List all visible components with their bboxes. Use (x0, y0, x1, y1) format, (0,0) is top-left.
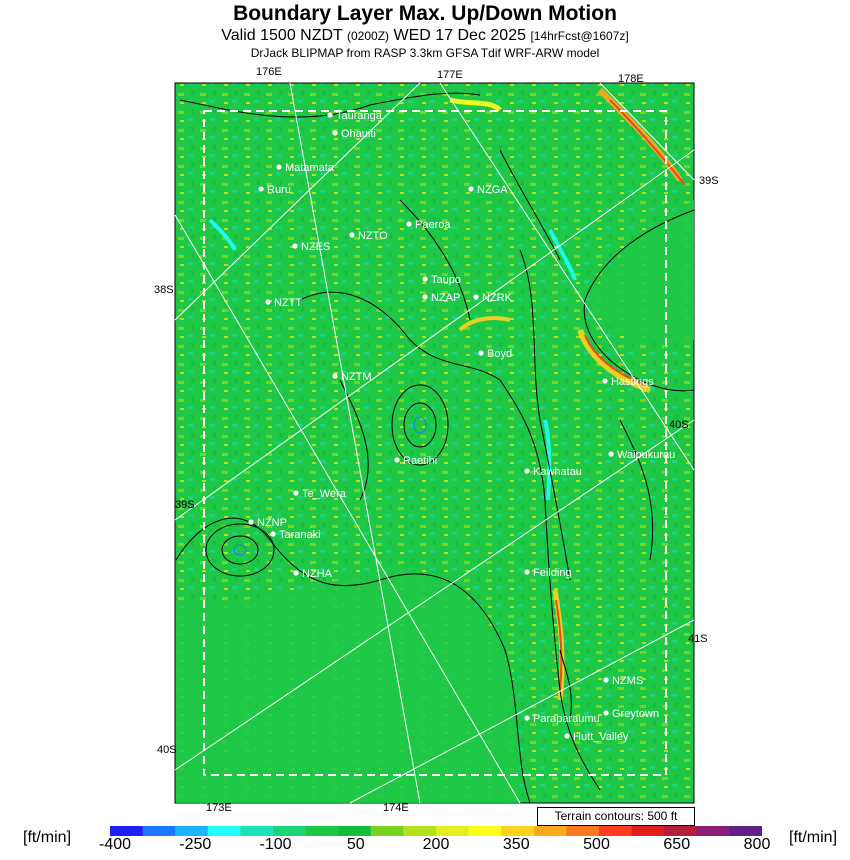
colorbar-swatch (632, 826, 665, 836)
valid-time: Valid 1500 NZDT (221, 27, 343, 44)
place-marker (422, 294, 427, 299)
colorbar-swatch (208, 826, 241, 836)
place-marker (332, 130, 337, 135)
place-label: Taupo (431, 274, 461, 286)
place-label: Hutt_Valley (573, 731, 629, 743)
place-marker (406, 221, 411, 226)
place-label: Taranaki (279, 529, 321, 541)
place-label: Matamata (285, 162, 334, 174)
place-marker (293, 490, 298, 495)
place-marker (473, 294, 478, 299)
place-label: NZHA (302, 568, 332, 580)
lon-label-178e: 178E (618, 73, 644, 85)
place-marker (258, 186, 263, 191)
legend-unit-left: [ft/min] (23, 829, 72, 846)
place-marker (276, 164, 281, 169)
place-label: Ohauiti (341, 128, 376, 140)
place-label: Waipukurau (617, 449, 676, 461)
colorbar-swatch (273, 826, 306, 836)
place-label: Paraparaumu (533, 713, 600, 725)
colorbar-swatch (436, 826, 469, 836)
lat-label-39s-right: 39S (699, 175, 719, 187)
place-label: Raetihi (403, 455, 438, 467)
place-label: Greytown (612, 708, 660, 720)
place-marker (327, 112, 332, 117)
place-marker (602, 378, 607, 383)
colorbar-swatch (371, 826, 404, 836)
place-marker (422, 276, 427, 281)
colorbar-swatch (566, 826, 599, 836)
place-label: NZTM (341, 371, 372, 383)
colorbar-swatch (110, 826, 143, 836)
place-marker (524, 468, 529, 473)
place-marker (349, 232, 354, 237)
lon-label-177e: 177E (437, 69, 463, 81)
chart-title: Boundary Layer Max. Up/Down Motion (233, 2, 617, 25)
place-label: NZGA (477, 184, 508, 196)
place-label: Hastings (611, 376, 654, 388)
place-marker (468, 186, 473, 191)
place-label: NZTO (358, 230, 388, 242)
place-marker (603, 710, 608, 715)
colorbar-swatch (664, 826, 697, 836)
lon-label-173e: 173E (206, 802, 232, 814)
place-marker (608, 451, 613, 456)
place-marker (265, 299, 270, 304)
place-label: Paeroa (415, 219, 451, 231)
colorbar-tick-label: -400 (98, 836, 132, 853)
lon-label-176e: 176E (256, 66, 282, 78)
colorbar-swatch (175, 826, 208, 836)
colorbar-swatch (729, 826, 762, 836)
place-marker (524, 715, 529, 720)
legend-colorbar (110, 826, 762, 836)
legend-unit-right: [ft/min] (789, 829, 838, 846)
lat-label-38s-left: 38S (154, 284, 174, 296)
colorbar-swatch (338, 826, 371, 836)
place-label: NZNP (257, 517, 287, 529)
colorbar-tick-label: 650 (663, 836, 691, 853)
valid-date: WED 17 Dec 2025 (393, 27, 526, 44)
place-marker (603, 677, 608, 682)
colorbar-swatch (240, 826, 273, 836)
model-line: DrJack BLIPMAP from RASP 3.3km GFSA Tdif WRF-ARW model (250, 46, 600, 60)
colorbar-tick-label: -250 (179, 836, 212, 853)
colorbar-tick-label: 50 (346, 836, 365, 853)
colorbar-tick-label: 500 (583, 836, 610, 853)
terrain-contours-note: Terrain contours: 500 ft (537, 807, 695, 826)
place-marker (394, 457, 399, 462)
place-label: NZAP (431, 292, 461, 304)
place-label: NZES (301, 241, 331, 253)
place-marker (524, 569, 529, 574)
place-label: Te_Wera (302, 488, 346, 500)
colorbar-swatch (306, 826, 339, 836)
place-marker (293, 570, 298, 575)
lat-label-41s-right: 41S (688, 633, 708, 645)
colorbar-swatch (469, 826, 502, 836)
forecast-info: [14hrFcst@1607z] (530, 29, 629, 43)
place-marker (248, 519, 253, 524)
colorbar-tick-label: 800 (743, 836, 771, 853)
sea-region-south (176, 568, 520, 803)
place-marker (270, 531, 275, 536)
place-label: Tauranga (336, 110, 382, 122)
lat-label-39s-left: 39S (175, 499, 195, 511)
colorbar-swatch (143, 826, 176, 836)
place-label: Kawhatau (533, 466, 582, 478)
colorbar-swatch (599, 826, 632, 836)
colorbar-tick-label: 200 (422, 836, 450, 853)
place-label: NZTT (274, 297, 303, 309)
place-marker (332, 373, 337, 378)
place-label: Ruru (267, 184, 291, 196)
place-label: Feilding (533, 567, 572, 579)
colorbar-swatch (697, 826, 730, 836)
place-label: Boyd (487, 348, 513, 360)
lat-label-40s-right: 40S (669, 419, 689, 431)
place-marker (292, 243, 297, 248)
colorbar-tick-label: 350 (502, 836, 530, 853)
place-label: NZMS (612, 675, 644, 687)
lat-label-40s-left: 40S (157, 744, 177, 756)
colorbar-swatch (534, 826, 567, 836)
place-marker (478, 350, 483, 355)
colorbar-tick-label: -100 (259, 836, 292, 853)
place-label: NZRK (482, 292, 512, 304)
place-marker (564, 733, 569, 738)
lon-label-174e: 174E (383, 802, 409, 814)
colorbar-swatch (501, 826, 534, 836)
colorbar-swatch (403, 826, 436, 836)
utc-time: (0200Z) (347, 29, 390, 43)
